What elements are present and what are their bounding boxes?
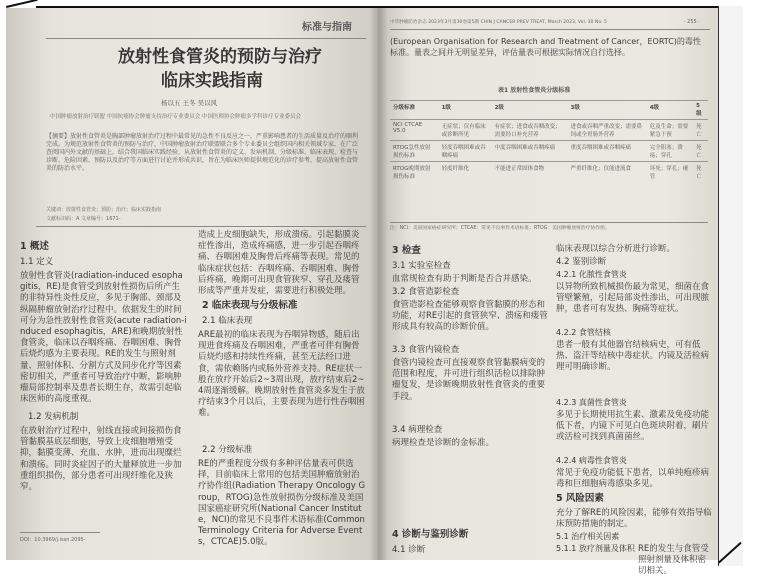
frame-edge-top — [6, 0, 38, 8]
section-3-3-text: 食管内镜检查可直接观察食管黏膜病变的范围和程度，并可进行组织活检以排除肿瘤复发，是诊断晚期放射性食管炎的重要手段。 — [392, 358, 546, 402]
section-4-2-2-text: 患者一般有其他器官结核病史，可有低热、盗汗等结核中毒症状。内镜及活检病理可明确诊断。 — [556, 340, 710, 373]
table-cell: 无症状；仅有临床或诊断所见 — [439, 120, 492, 141]
column2-text: 造成上皮细胞缺失，形成溃疡。引起黏膜炎症性渗出，造成疼痛感，进一步引起吞咽疼痛、吞咽困难及胸骨后疼痛等表现。常见的临床症状包括：吞咽疼痛、吞咽困难、胸骨后疼痛，晚期可出现食管狭窄、穿孔及瘘管形成等严重并发症，需要进行积极处理。 — [198, 230, 360, 297]
section-5-text: 充分了解RE的风险因素，能够有效指导临床预防措施的制定。 — [556, 508, 712, 530]
table-header-cell: 分级标准 — [390, 101, 439, 120]
section-5-1-1-heading: 5.1.1 放疗剂量及体积 — [556, 544, 635, 553]
grading-table — [390, 100, 708, 182]
section-1-1-heading: 1.1 定义 — [20, 257, 54, 267]
table-row — [390, 162, 708, 183]
section-4-2-1-text: 以异物所致机械损伤最为常见，细菌在食管壁繁殖，引起局部炎性渗出，可出现脓肿，患者可有发热、胸痛等症状。 — [556, 282, 710, 315]
section-3-2-text: 食管造影检查能够观察食管黏膜的形态和功能，对RE引起的食管狭窄、溃疡和瘘管形成具有较高的诊断价值。 — [392, 300, 548, 333]
table-cell: 轻度吞咽困难或吞咽疼痛 — [439, 141, 492, 162]
table-header-cell: 3级 — [568, 101, 647, 120]
section-4-heading: 4 诊断与鉴别诊断 — [392, 529, 469, 540]
section-1-2-heading: 1.2 发病机制 — [28, 412, 79, 422]
column2-lead-text: 临床表现以综合分析进行诊断。 — [556, 244, 676, 254]
keywords: 关键词：放射性食管炎；预防；治疗；临床实践指南 — [46, 207, 162, 213]
section-3-1-heading: 3.1 实验室检查 — [392, 261, 451, 271]
document-photo — [6, 8, 718, 577]
table-cell: RTOG急性放射损伤标准 — [390, 141, 439, 162]
table-cell: 中度吞咽困难或吞咽疼痛 — [492, 141, 568, 162]
table-cell: 重度吞咽困难或吞咽疼痛 — [568, 141, 647, 162]
section-5-heading: 5 风险因素 — [556, 493, 604, 504]
page-number: · 255 · — [684, 19, 700, 25]
table-row — [390, 120, 708, 141]
section-4-2-4-text: 常见于免疫功能低下患者，以单纯疱疹病毒和巨细胞病毒感染多见。 — [556, 468, 710, 490]
section-3-4-text: 病理检查是诊断的金标准。 — [392, 438, 495, 448]
section-2-heading: 2 临床表现与分级标准 — [202, 300, 298, 311]
table-note: 注：NCI：美国国家癌症研究所；CTCAE：常见不良事件术语标准；RTOG：美国肿瘤放射治疗协作组。 — [390, 226, 610, 231]
table-cell: 轻度纤维化 — [439, 162, 492, 183]
running-header-rule — [390, 29, 710, 30]
section-1-text: 放射性食管炎(radiation-induced esophagitis，RE)是食管受到放射性损伤后所产生的非特异性炎性反应，多见于胸部、颈部及纵隔肿瘤放射治疗过程中。依据发生的时间可分为急性放射性食管炎(acute radiation-induced esophagitis，ARE)和晚期放射性食管炎，临床以吞咽疼痛、吞咽困难、胸骨后烧灼感为主要表现。RE的发生与照射剂量、照射体积、分割方式及同步化疗等因素密切相关，严重者可导致治疗中断，影响肿瘤局部控制率及患者长期生存，故需引起临床医师的高度重视。 — [20, 271, 187, 405]
table-cell: NCI CTCAE V5.0 — [390, 120, 439, 141]
authors: 杨以五 王冬 吴以风 — [161, 99, 218, 107]
table-cell: 严重纤维化；仅能进流食 — [568, 162, 647, 183]
table-cell: 完全阻塞；溃疡；穿孔 — [647, 141, 693, 162]
table-cell: 危及生命；需要紧急干预 — [647, 120, 693, 141]
table-cell: 死亡 — [693, 120, 708, 141]
header-rule — [46, 38, 366, 39]
section-4-2-3-heading: 4.2.3 真菌性食管炎 — [556, 398, 627, 407]
table-cell: 死亡 — [693, 141, 708, 162]
section-3-heading: 3 检查 — [392, 245, 421, 256]
footer-rule — [20, 532, 100, 533]
doi-line: 文献标识码：A 文章编号：1671- — [46, 216, 121, 222]
section-1-heading: 1 概述 — [20, 241, 49, 252]
section-2-2-text: RE的严重程度分级有多种评估量表可供选择，目前临床上常用的包括美国肿瘤放射治疗协作组(Radiation Therapy Oncology Group，RTOG)急性放射损伤分级标准及美国国家癌症研究所(National Cancer Institute，NCI)的常见不良事件术语标准(Common Terminology Criteria for Adverse Events，CTCAE)5.0版。 — [198, 459, 366, 548]
section-4-2-4-heading: 4.2.4 病毒性食管炎 — [556, 456, 627, 465]
section-4-2-2-heading: 4.2.2 食管结核 — [556, 328, 611, 337]
table-cell: 有症状；进食或吞咽改变；需要经口补充营养 — [492, 120, 568, 141]
left-page — [6, 8, 378, 560]
table-header-cell: 1级 — [439, 101, 492, 120]
section-3-1-text: 血常规检查有助于判断是否合并感染。 — [392, 274, 537, 284]
table-title: 表1 放射性食管炎分级标准 — [498, 87, 571, 94]
footer-doi: DOI：10.3969/j.issn.2095- — [20, 537, 86, 543]
intro-text: (European Organisation for Research and Treatment of Cancer，EORTC)的毒性标准。量表之间并无明显差异，评估量表可根据实际情况自行选择。 — [390, 37, 701, 57]
section-4-2-heading: 4.2 鉴别诊断 — [556, 257, 607, 267]
abstract-rule — [36, 226, 366, 227]
table-cell: 进食或吞咽严重改变；需要鼻饲或全胃肠外营养 — [568, 120, 647, 141]
table-cell: 不能进正常固体食物 — [492, 162, 568, 183]
table-cell: 坏死；穿孔；瘘管 — [647, 162, 693, 183]
section-2-2-heading: 2.2 分级标准 — [202, 445, 253, 455]
article-title-line1: 放射性食管炎的预防与治疗 — [118, 47, 322, 67]
right-page — [378, 8, 718, 577]
section-4-2-3-text: 多见于长期使用抗生素、激素及免疫功能低下者，内镜下可见白色斑块附着，刷片或活检可找到真菌菌丝。 — [556, 410, 710, 443]
section-4-2-1-heading: 4.2.1 化脓性食管炎 — [556, 270, 627, 279]
section-3-4-heading: 3.4 病理检查 — [392, 425, 443, 435]
table-header-row — [390, 101, 708, 120]
section-4-1-heading: 4.1 诊断 — [392, 545, 426, 555]
article-title-line2: 临床实践指南 — [161, 71, 263, 91]
section-1-2-text: 在放射治疗过程中，射线直接或间接损伤食管黏膜基底层细胞，导致上皮细胞增殖受抑，黏膜变薄、充血、水肿，进而出现糜烂和溃疡。同时炎症因子的大量释放进一步加重组织损伤，部分患者可出现纤维化及狭窄。 — [20, 426, 182, 493]
table-header-cell: 5级 — [693, 101, 708, 120]
table-row — [390, 141, 708, 162]
abstract: 【摘要】放射性食管炎是胸部肿瘤放射治疗过程中最常见的急性不良反应之一，严重影响患者的生活质量及治疗的顺利完成。为规范放射性食管炎的预防与治疗，中国肿瘤放射治疗联盟联合多个专业委员会组织国内相关领域专家，在广泛查阅国内外文献的基础上，结合我国临床实践经验，从放射性食管炎的定义、发病机制、分级标准、临床表现、检查与诊断、危险因素、预防以及治疗等方面进行讨论并形成共识，旨在为临床医师提供规范化的诊疗参考，提高放射性食管炎的防治水平。 — [46, 133, 359, 172]
table-bottom-rule — [390, 222, 708, 223]
section-2-1-heading: 2.1 临床表现 — [202, 316, 253, 326]
section-3-3-heading: 3.3 食管内镜检查 — [392, 345, 460, 355]
table-header-cell: 2级 — [492, 101, 568, 120]
section-2-1-text: ARE最初的临床表现为吞咽异物感，随后出现进食疼痛及吞咽困难，严重者可伴有胸骨后烧灼感和持续性疼痛，甚至无法经口进食，需依赖肠内或肠外营养支持。RE症状一般在放疗开始后2~3周出现，放疗结束后2~4周逐渐缓解。晚期放射性食管炎多发生于放疗结束3个月以后，主要表现为进行性吞咽困难。 — [198, 330, 365, 419]
table-header-cell: 4级 — [647, 101, 693, 120]
running-header: 中华肿瘤防治杂志 2023年3月第30卷第5期 CHIN J CANCER PREV TREAT, March 2023, Vol. 30 No. 5 — [390, 20, 607, 25]
header-tag: 标准与指南 — [302, 22, 352, 33]
affiliations: 中国肿瘤放射治疗联盟 中国抗癌协会肿瘤支持治疗专业委员会 中国医师协会肿瘤多学科诊疗专业委员会 — [50, 114, 302, 120]
section-5-1-1-text: RE的发生与食管受照射剂量及体积密切相关。 — [638, 544, 709, 577]
section-5-1-heading: 5.1 治疗相关因素 — [556, 532, 620, 541]
table-cell: 死亡 — [693, 162, 708, 183]
section-3-2-heading: 3.2 食管造影检查 — [392, 287, 460, 297]
book-gutter — [370, 8, 388, 560]
table-cell: RTOG晚期放射损伤标准 — [390, 162, 439, 183]
frame-side — [718, 6, 743, 566]
